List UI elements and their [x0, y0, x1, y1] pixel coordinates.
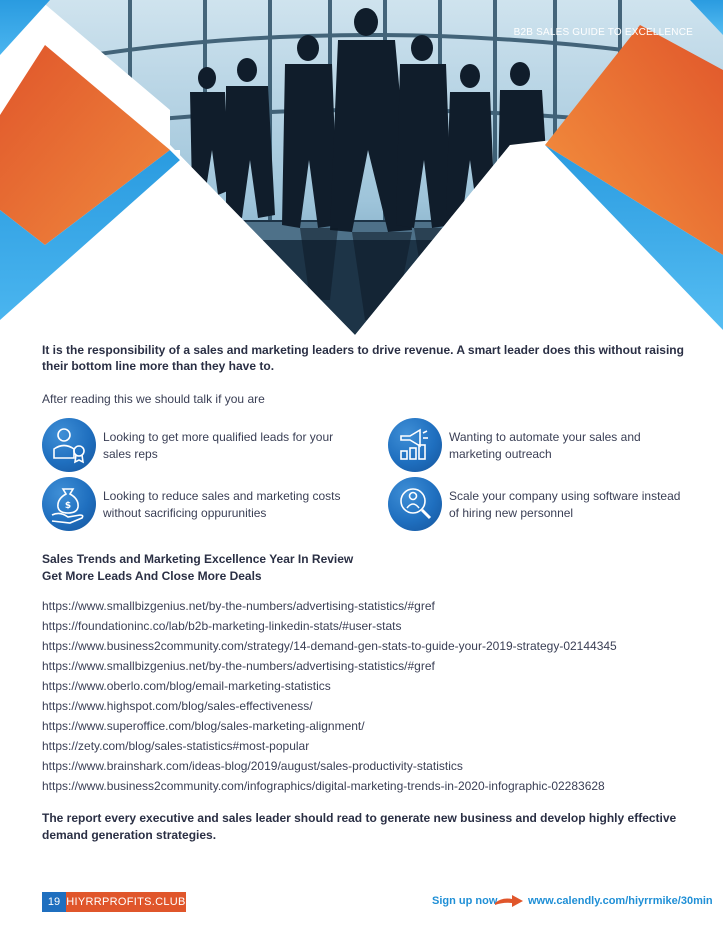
lead-in-text: After reading this we should talk if you are — [42, 392, 265, 406]
person-magnifier-icon — [388, 477, 442, 531]
calendly-link[interactable]: www.calendly.com/hiyrrmike/30min — [528, 895, 713, 907]
reference-link[interactable]: https://www.superoffice.com/blog/sales-marketing-alignment/ — [42, 719, 365, 733]
reference-link[interactable]: https://zety.com/blog/sales-statistics#most-popular — [42, 739, 310, 753]
benefit-label: Looking to get more qualified leads for your sales reps — [103, 430, 334, 461]
intro-paragraph: It is the responsibility of a sales and marketing leaders to drive revenue. A smart leader does this without raising their bottom line more than they have to. — [42, 343, 684, 373]
benefit-label: Wanting to automate your sales and marketing outreach — [449, 430, 641, 461]
benefit-qualified-leads — [42, 418, 342, 474]
reference-link[interactable]: https://www.oberlo.com/blog/email-marketing-statistics — [42, 679, 331, 693]
page-number: 19 — [42, 892, 66, 912]
reference-link[interactable]: https://foundationinc.co/lab/b2b-marketing-linkedin-stats/#user-stats — [42, 619, 402, 633]
benefit-label: Scale your company using software instead of hiring new personnel — [449, 489, 681, 520]
reference-link[interactable]: https://www.business2community.com/infographics/digital-marketing-trends-in-2020-infographic-02283628 — [42, 779, 605, 793]
svg-text:$: $ — [64, 501, 72, 511]
qualified-lead-icon — [42, 418, 96, 472]
signup-label: Sign up now — [432, 895, 498, 907]
reference-link[interactable]: https://www.business2community.com/strategy/14-demand-gen-stats-to-guide-your-2019-strategy-02144345 — [42, 639, 617, 653]
reference-links — [42, 596, 617, 796]
section-heading-line1: Sales Trends and Marketing Excellence Year In Review — [42, 552, 354, 566]
guide-title: B2B SALES GUIDE TO EXCELLENCE — [513, 27, 693, 38]
corner-blue-top-left — [0, 0, 50, 55]
reference-link[interactable]: https://www.smallbizgenius.net/by-the-numbers/advertising-statistics/#gref — [42, 599, 435, 613]
automation-megaphone-icon — [388, 418, 442, 472]
section-heading-line2: Get More Leads And Close More Deals — [42, 569, 262, 583]
reference-link[interactable]: https://www.smallbizgenius.net/by-the-numbers/advertising-statistics/#gref — [42, 659, 435, 673]
hero-banner — [0, 0, 723, 335]
closing-paragraph: The report every executive and sales leader should read to generate new business and develop highly effective demand generation strategies. — [42, 811, 677, 842]
hero-graphic — [0, 0, 723, 335]
section-heading — [42, 551, 353, 585]
reference-link[interactable]: https://www.brainshark.com/ideas-blog/2019/august/sales-productivity-statistics — [42, 759, 463, 773]
benefit-label: Looking to reduce sales and marketing costs without sacrificing oppurunities — [103, 489, 341, 520]
brand-badge[interactable]: HIYRRPROFITS.CLUB — [66, 892, 186, 912]
money-bag-hand-icon — [42, 477, 96, 531]
benefit-scale-software — [388, 477, 688, 533]
arrow-right-icon — [494, 894, 524, 908]
benefit-reduce-costs — [42, 477, 342, 533]
benefit-automate-outreach — [388, 418, 688, 474]
reference-link[interactable]: https://www.highspot.com/blog/sales-effectiveness/ — [42, 699, 313, 713]
